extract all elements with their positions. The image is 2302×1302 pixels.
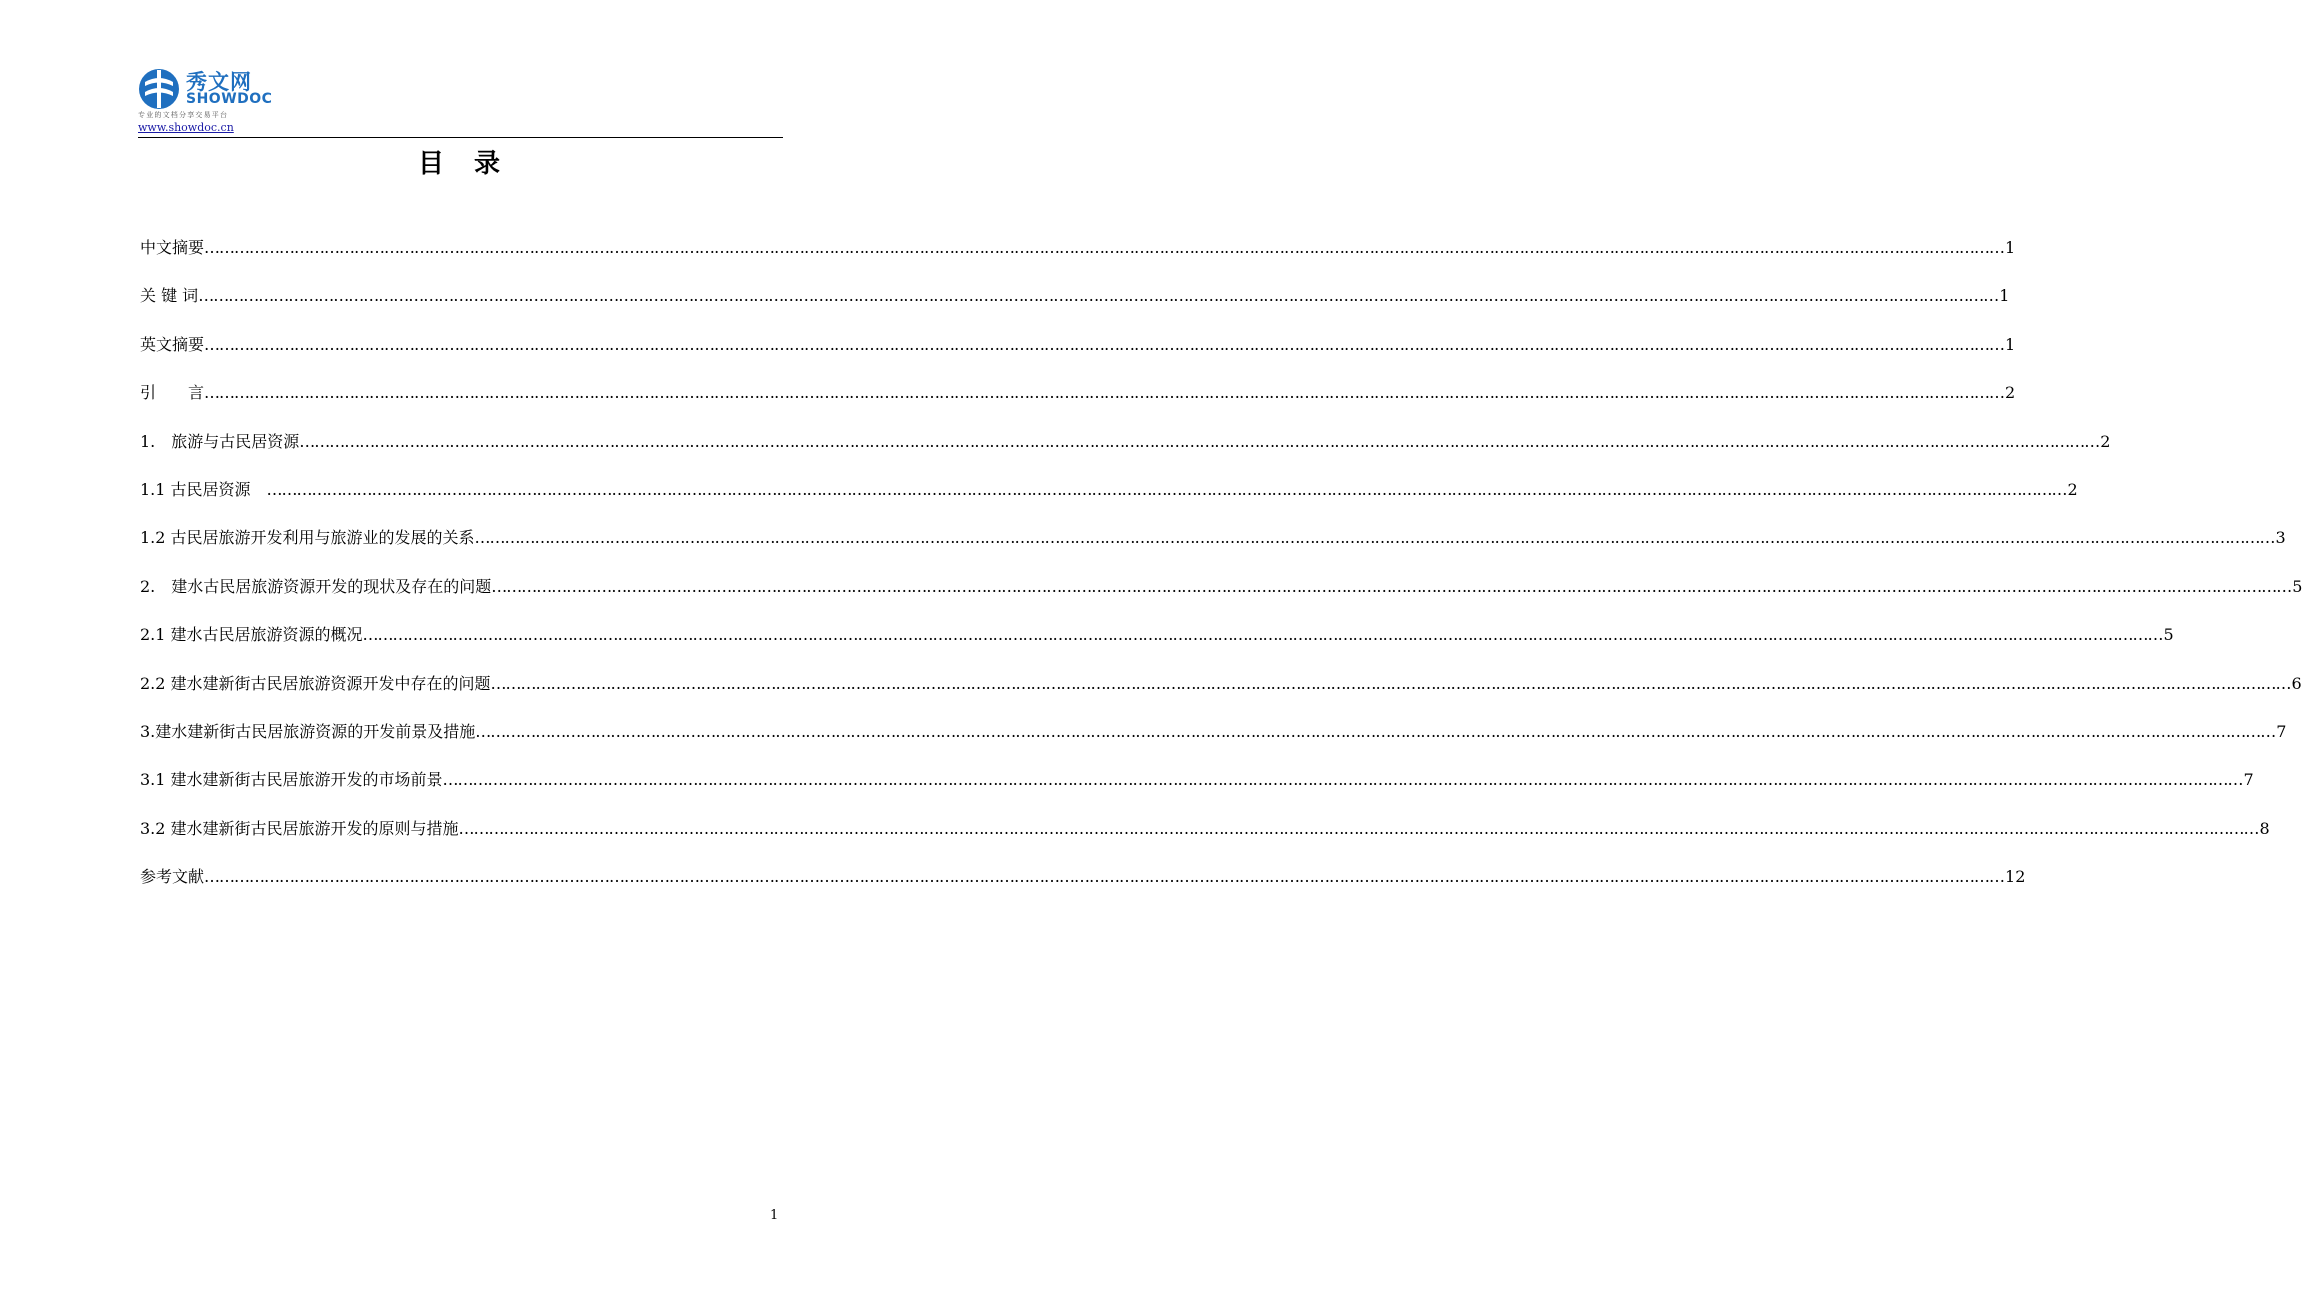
toc-entry-page: 1 [2005, 334, 2016, 354]
toc-entry-page: 2 [2005, 383, 2016, 403]
toc-entry-title: 中文摘要 [140, 238, 205, 257]
toc-entry-title: 1.2 古民居旅游开发利用与旅游业的发展的关系 [140, 528, 475, 548]
toc-entry[interactable] [140, 863, 2026, 911]
toc-entry-page: 6 [2291, 673, 2302, 693]
toc-leader-dots: ……………………………………………………………………………………………………………………………………………………………………………………………………………………………………………………………………………………………………………………………… [266, 479, 2067, 499]
toc-entry-title: 关 键 词 [140, 286, 199, 306]
toc-leader-dots: ……………………………………………………………………………………………………………………………………………………………………………………………………………………………………………………………………………………………………………………………… [204, 334, 2005, 354]
logo-english-name: SHOWDOC [186, 91, 273, 107]
toc-entry-page: 1 [1999, 286, 2010, 306]
toc-entry-page: 3 [2275, 528, 2286, 548]
toc-entry-page: 7 [2276, 721, 2287, 741]
toc-leader-dots: ……………………………………………………………………………………………………………………………………………………………………………………………………………………………………………………………………………………………………………………………… [490, 673, 2291, 693]
logo-slogan: 专业的文档分享交易平台 [138, 111, 229, 119]
toc-entry[interactable] [140, 234, 2016, 282]
toc-leader-dots: ……………………………………………………………………………………………………………………………………………………………………………………………………………………………………………………………………………………………………………………………… [474, 528, 2275, 548]
toc-entry[interactable] [140, 718, 2287, 766]
toc-entry[interactable] [140, 476, 2078, 524]
toc-leader-dots: ……………………………………………………………………………………………………………………………………………………………………………………………………………………………………………………………………………………………………………………………… [491, 576, 2292, 596]
toc-entry-page: 5 [2163, 625, 2174, 645]
toc-leader-dots: ……………………………………………………………………………………………………………………………………………………………………………………………………………………………………………………………………………………………………………………………… [362, 625, 2163, 645]
toc-leader-dots: ……………………………………………………………………………………………………………………………………………………………………………………………………………………………………………………………………………………………………………………………… [442, 770, 2243, 790]
toc-entry-page: 7 [2243, 770, 2254, 790]
toc-entry-title: 2.2 建水建新街古民居旅游资源开发中存在的问题 [140, 673, 491, 693]
toc-entry-title: 引 言 [140, 383, 205, 403]
showdoc-logo-icon [138, 68, 180, 110]
toc-leader-dots: ……………………………………………………………………………………………………………………………………………………………………………………………………………………………………………………………………………………………………………………………… [204, 238, 2005, 257]
toc-entry-page: 1 [2005, 238, 2016, 257]
toc-entry-title: 1.1 古民居资源 [140, 479, 267, 499]
toc-leader-dots: ……………………………………………………………………………………………………………………………………………………………………………………………………………………………………………………………………………………………………………………………… [458, 818, 2259, 838]
toc-entry-title: 1. 旅游与古民居资源 [140, 431, 300, 451]
toc-entry-title: 2.1 建水古民居旅游资源的概况 [140, 625, 363, 645]
toc-entry[interactable] [140, 379, 2016, 427]
toc-leader-dots: ……………………………………………………………………………………………………………………………………………………………………………………………………………………………………………………………………………………………………………………………… [475, 721, 2276, 741]
toc-entry-title: 3.建水建新街古民居旅游资源的开发前景及措施 [140, 721, 476, 741]
toc-entry-page: 8 [2259, 818, 2270, 838]
toc-entry[interactable] [140, 282, 2010, 330]
toc-entry-page: 2 [2100, 431, 2111, 451]
toc-entry-title: 英文摘要 [140, 334, 205, 354]
header-rule [138, 137, 783, 138]
site-link[interactable]: www.showdoc.cn [138, 121, 234, 134]
toc-entry[interactable] [140, 573, 2302, 621]
toc-entry-title: 3.2 建水建新街古民居旅游开发的原则与措施 [140, 818, 459, 838]
toc-entry-page: 5 [2292, 576, 2302, 596]
toc-leader-dots: ……………………………………………………………………………………………………………………………………………………………………………………………………………………………………………………………………………………………………………………………… [299, 431, 2100, 451]
toc-entry[interactable] [140, 428, 2111, 476]
toc-entry-title: 2. 建水古民居旅游资源开发的现状及存在的问题 [140, 576, 492, 596]
page-title: 目 录 [417, 149, 502, 179]
toc-leader-dots: ……………………………………………………………………………………………………………………………………………………………………………………………………………………………………………………………………………………………………………………………… [204, 867, 2005, 887]
document-header [138, 66, 783, 140]
toc-entry-title: 3.1 建水建新街古民居旅游开发的市场前景 [140, 770, 443, 790]
toc-entry[interactable] [140, 331, 2016, 379]
toc-entry[interactable] [140, 766, 2254, 814]
toc-leader-dots: ……………………………………………………………………………………………………………………………………………………………………………………………………………………………………………………………………………………………………………………………… [204, 383, 2005, 403]
toc-entry-page: 2 [2067, 479, 2078, 499]
toc-entry[interactable] [140, 524, 2286, 572]
toc-entry-title: 参考文献 [140, 867, 205, 887]
toc-leader-dots: ……………………………………………………………………………………………………………………………………………………………………………………………………………………………………………………………………………………………………………………………… [198, 286, 1999, 306]
toc-entry[interactable] [140, 621, 2174, 669]
table-of-contents [140, 234, 2302, 911]
toc-entry[interactable] [140, 670, 2302, 718]
logo-chinese-name: 秀文网 [186, 70, 252, 94]
toc-entry[interactable] [140, 815, 2270, 863]
page-number: 1 [770, 1208, 779, 1223]
toc-entry-page: 12 [2005, 867, 2026, 887]
